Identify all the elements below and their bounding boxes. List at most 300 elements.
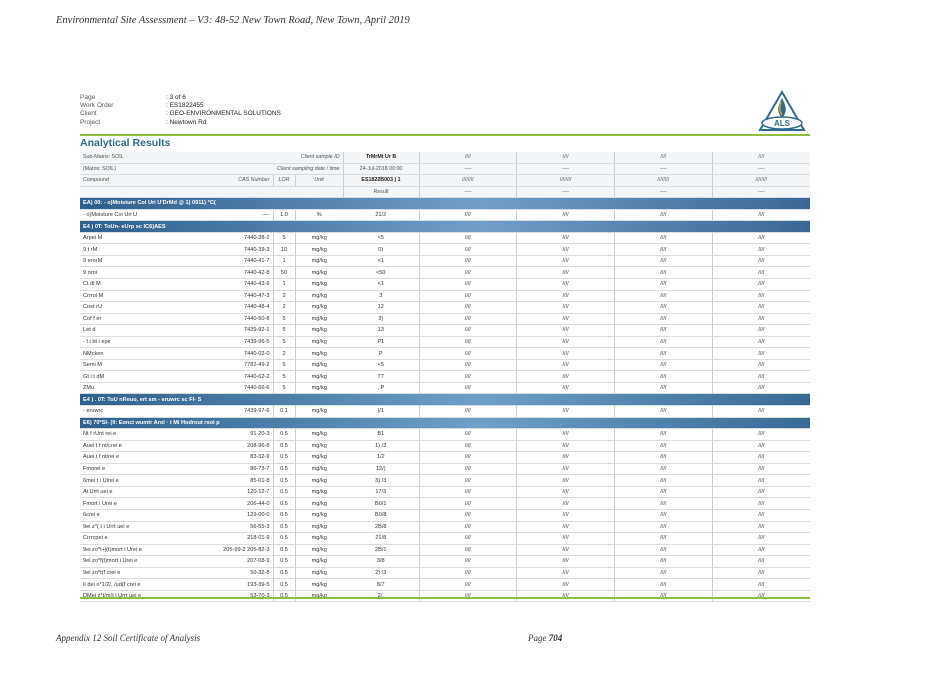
unit-value: mg/kg bbox=[295, 498, 343, 510]
unit-value: mg/kg bbox=[295, 382, 343, 394]
result-value: 1) /3 bbox=[343, 440, 419, 452]
lor-value: 0.5 bbox=[273, 509, 295, 521]
blank-result: //// bbox=[614, 371, 712, 383]
compound-name: - t i bt i epe bbox=[80, 336, 195, 348]
cas-number: ---- bbox=[195, 209, 273, 221]
results-body bbox=[80, 152, 810, 602]
result-value: )/1 bbox=[343, 406, 419, 418]
blank-result: //// bbox=[712, 279, 810, 291]
blank-result: //// bbox=[517, 463, 615, 475]
blank-result: //// bbox=[712, 486, 810, 498]
lor-value: 10 bbox=[273, 244, 295, 256]
blank-result: //// bbox=[419, 302, 517, 314]
blank-result: //// bbox=[419, 406, 517, 418]
lor-value: 0.5 bbox=[273, 556, 295, 568]
blank-result: //// bbox=[517, 302, 615, 314]
blank-result: //// bbox=[712, 556, 810, 568]
unit-value: mg/kg bbox=[295, 475, 343, 487]
compound-name: Fmorei e bbox=[80, 463, 195, 475]
cas-number: 7440-02-0 bbox=[195, 348, 273, 360]
cas-number: 129-00-0 bbox=[195, 509, 273, 521]
blank-result: //// bbox=[614, 267, 712, 279]
blank-result: //// bbox=[419, 579, 517, 591]
compound-name: Auei t f nt/crei e bbox=[80, 440, 195, 452]
blank-result: //// bbox=[712, 267, 810, 279]
cas-number: 7440-47-3 bbox=[195, 290, 273, 302]
blank-result: //// bbox=[712, 209, 810, 221]
blank-result: //// bbox=[419, 348, 517, 360]
unit-value: mg/kg bbox=[295, 521, 343, 533]
cas-number: 206-44-0 bbox=[195, 498, 273, 510]
meta-value: : ES1822455 bbox=[166, 102, 204, 110]
compound-header: Compound bbox=[80, 175, 195, 187]
unit-value: mg/kg bbox=[295, 232, 343, 244]
lor-value: 1.0 bbox=[273, 209, 295, 221]
header-row-sampling bbox=[80, 163, 810, 175]
lor-value: 1 bbox=[273, 279, 295, 291]
result-row bbox=[80, 567, 810, 579]
lor-value: 5 bbox=[273, 336, 295, 348]
dash-cell: ---- bbox=[517, 186, 615, 198]
compound-name: - eruwrc bbox=[80, 406, 195, 418]
results-table bbox=[80, 152, 810, 602]
cas-number: 7440-38-2 bbox=[195, 232, 273, 244]
result-row bbox=[80, 486, 810, 498]
blank-result: //// bbox=[614, 244, 712, 256]
als-logo bbox=[758, 90, 806, 134]
result-value: <50 bbox=[343, 267, 419, 279]
meta-label: Client bbox=[80, 110, 97, 118]
result-value: 21/8 bbox=[343, 533, 419, 545]
meta-row bbox=[80, 119, 281, 127]
meta-label: Work Order bbox=[80, 102, 114, 110]
blank-result: //// bbox=[517, 406, 615, 418]
unit-value: mg/kg bbox=[295, 336, 343, 348]
blank-result: //// bbox=[614, 359, 712, 371]
blank-result: //// bbox=[419, 486, 517, 498]
result-value: 77 bbox=[343, 371, 419, 383]
unit-value: % bbox=[295, 209, 343, 221]
blank-result: //// bbox=[712, 579, 810, 591]
blank-result: //// bbox=[419, 325, 517, 337]
compound-name: 9 t rM bbox=[80, 244, 195, 256]
blank-result: //// bbox=[614, 382, 712, 394]
blank-result: //// bbox=[517, 244, 615, 256]
result-value: 8/7 bbox=[343, 579, 419, 591]
lor-value: 2 bbox=[273, 302, 295, 314]
blank-result: //// bbox=[419, 290, 517, 302]
blank-long: //////// bbox=[517, 175, 615, 187]
lor-value: 0.1 bbox=[273, 406, 295, 418]
compound-name: Cof f er bbox=[80, 313, 195, 325]
compound-name: 6crei e bbox=[80, 509, 195, 521]
blank-result: //// bbox=[712, 290, 810, 302]
blank-result: //// bbox=[712, 302, 810, 314]
group-header-row bbox=[80, 417, 810, 429]
cas-number: 7782-49-2 bbox=[195, 359, 273, 371]
dash-cell: ---- bbox=[712, 186, 810, 198]
group-header-row bbox=[80, 394, 810, 406]
blank-result: //// bbox=[712, 509, 810, 521]
compound-name: Crrrol M bbox=[80, 290, 195, 302]
result-row bbox=[80, 279, 810, 291]
result-row bbox=[80, 544, 810, 556]
blank-result: //// bbox=[614, 302, 712, 314]
blank-result: //// bbox=[419, 533, 517, 545]
bottom-divider bbox=[80, 597, 810, 599]
meta-value: : GEO-ENVIRONMENTAL SOLUTIONS bbox=[166, 110, 281, 118]
unit-value: mg/kg bbox=[295, 244, 343, 256]
lab-id: ES1822B003 ) 1 bbox=[343, 175, 419, 187]
blank-result: //// bbox=[517, 382, 615, 394]
blank-result: //// bbox=[712, 382, 810, 394]
blank-result: //// bbox=[712, 371, 810, 383]
unit-value: mg/kg bbox=[295, 371, 343, 383]
cas-number: 7440-66-6 bbox=[195, 382, 273, 394]
blank-result: //// bbox=[712, 544, 810, 556]
blank-result: //// bbox=[712, 440, 810, 452]
compound-name: Auei t f nt/rei e bbox=[80, 452, 195, 464]
footer-page-number: 704 bbox=[548, 633, 563, 643]
blank-result: //// bbox=[419, 567, 517, 579]
compound-name: - o)Moisture Coi Uri U bbox=[80, 209, 195, 221]
blank-result: //// bbox=[517, 556, 615, 568]
lor-value: 0.5 bbox=[273, 429, 295, 441]
result-row bbox=[80, 533, 810, 545]
group-header-row bbox=[80, 221, 810, 233]
blank-result: //// bbox=[614, 556, 712, 568]
matrix-label: (Matrix: SOIL) bbox=[80, 163, 273, 175]
blank-result: //// bbox=[614, 567, 712, 579]
dash-cell: ---- bbox=[517, 163, 615, 175]
lor-value: 1 bbox=[273, 255, 295, 267]
blank-result: //// bbox=[517, 348, 615, 360]
result-value: 3) /3 bbox=[343, 475, 419, 487]
result-value: B0/1 bbox=[343, 498, 419, 510]
compound-name: 9 oroi bbox=[80, 267, 195, 279]
group-title: E6) 70*SI- (9: Eonci wumtr Arol · t Mi Hodrout rsoi p bbox=[80, 417, 810, 429]
blank-result: //// bbox=[614, 509, 712, 521]
compound-name: Gt i t dM bbox=[80, 371, 195, 383]
unit-value: mg/kg bbox=[295, 255, 343, 267]
result-value: <1 bbox=[343, 255, 419, 267]
compound-name: Nt f rUnt rei e bbox=[80, 429, 195, 441]
result-value: 3/8 bbox=[343, 556, 419, 568]
blank-result: //// bbox=[614, 463, 712, 475]
lor-value: 5 bbox=[273, 325, 295, 337]
result-value: , P bbox=[343, 382, 419, 394]
blank-result: //// bbox=[712, 521, 810, 533]
blank-result: //// bbox=[614, 336, 712, 348]
blank-result: //// bbox=[517, 255, 615, 267]
cas-number: 83-32-9 bbox=[195, 452, 273, 464]
lor-value: 0.5 bbox=[273, 579, 295, 591]
blank-result: //// bbox=[419, 509, 517, 521]
blank-result: //// bbox=[517, 498, 615, 510]
blank-result: //// bbox=[712, 463, 810, 475]
cas-number: 7439-97-6 bbox=[195, 406, 273, 418]
blank-result: //// bbox=[614, 440, 712, 452]
blank-result: //// bbox=[517, 209, 615, 221]
unit-value: mg/kg bbox=[295, 406, 343, 418]
blank-result: //// bbox=[712, 498, 810, 510]
lor-header: LOR bbox=[273, 175, 295, 187]
sampling-label: Client sampling date / time bbox=[273, 163, 343, 175]
blank-result: //// bbox=[517, 429, 615, 441]
unit-value: mg/kg bbox=[295, 267, 343, 279]
lor-value: 2 bbox=[273, 348, 295, 360]
blank-result: //// bbox=[419, 313, 517, 325]
header-row-result bbox=[80, 186, 810, 198]
lor-value: 5 bbox=[273, 232, 295, 244]
cas-header: CAS Number bbox=[195, 175, 273, 187]
result-row bbox=[80, 267, 810, 279]
dash-cell: ---- bbox=[419, 186, 517, 198]
result-row bbox=[80, 371, 810, 383]
lor-value: 0.5 bbox=[273, 440, 295, 452]
result-row bbox=[80, 232, 810, 244]
cas-number: 7439-96-5 bbox=[195, 336, 273, 348]
lor-value: 5 bbox=[273, 371, 295, 383]
meta-value: : Newtown Rd bbox=[166, 118, 207, 126]
blank-result: //// bbox=[419, 440, 517, 452]
compound-name: Crrrcpei e bbox=[80, 533, 195, 545]
lor-value: 2 bbox=[273, 290, 295, 302]
result-value: 12/) bbox=[343, 463, 419, 475]
blank-result: //// bbox=[517, 325, 615, 337]
blank-result: //// bbox=[419, 463, 517, 475]
cas-number: 7440-62-2 bbox=[195, 371, 273, 383]
blank-result: //// bbox=[419, 244, 517, 256]
unit-value: mg/kg bbox=[295, 579, 343, 591]
meta-label: Project bbox=[80, 118, 101, 126]
blank-result: //// bbox=[517, 544, 615, 556]
lor-value: 0.5 bbox=[273, 521, 295, 533]
unit-value: mg/kg bbox=[295, 486, 343, 498]
unit-value: mg/kg bbox=[295, 302, 343, 314]
blank-result: //// bbox=[712, 429, 810, 441]
cas-number: 7440-39-3 bbox=[195, 244, 273, 256]
blank-result: //// bbox=[614, 406, 712, 418]
sample-id-label: Client sample ID bbox=[273, 152, 343, 163]
header-row-sample bbox=[80, 152, 810, 163]
blank-result: //// bbox=[614, 521, 712, 533]
unit-header: Unit bbox=[295, 175, 343, 187]
blank-result: //// bbox=[712, 533, 810, 545]
result-value: <5 bbox=[343, 359, 419, 371]
blank-result: //// bbox=[517, 567, 615, 579]
meta-row bbox=[80, 102, 281, 110]
blank-result: //// bbox=[419, 232, 517, 244]
result-row bbox=[80, 359, 810, 371]
unit-value: mg/kg bbox=[295, 440, 343, 452]
cas-number: 193-39-5 bbox=[195, 579, 273, 591]
lor-value: 0.5 bbox=[273, 498, 295, 510]
cas-number: 86-73-7 bbox=[195, 463, 273, 475]
blank-result: //// bbox=[517, 279, 615, 291]
document-header: Environmental Site Assessment – V3: 48-52 New Town Road, New Town, April 2019 bbox=[56, 15, 410, 26]
blank-result: //// bbox=[712, 244, 810, 256]
blank-result: //// bbox=[712, 255, 810, 267]
blank-result: //// bbox=[419, 429, 517, 441]
group-title: E4 ) 0T: ToUn- eUrp sc IC6)AES bbox=[80, 221, 810, 233]
blank-result: //// bbox=[614, 290, 712, 302]
blank-id: //// bbox=[517, 152, 615, 163]
result-row bbox=[80, 209, 810, 221]
result-row bbox=[80, 498, 810, 510]
compound-name: Let d bbox=[80, 325, 195, 337]
unit-value: mg/kg bbox=[295, 544, 343, 556]
result-row bbox=[80, 521, 810, 533]
blank-result: //// bbox=[517, 452, 615, 464]
meta-value: : 3 of 6 bbox=[166, 94, 186, 101]
blank-long: //////// bbox=[712, 175, 810, 187]
cas-number: 7440-42-8 bbox=[195, 267, 273, 279]
blank-result: //// bbox=[419, 336, 517, 348]
cas-number: 7440-48-4 bbox=[195, 302, 273, 314]
compound-name: Fmort i Urei e bbox=[80, 498, 195, 510]
sampling-value: 24-Jul-2018 00:00 bbox=[343, 163, 419, 175]
dash-cell: ---- bbox=[419, 163, 517, 175]
unit-value: mg/kg bbox=[295, 509, 343, 521]
blank-result: //// bbox=[712, 325, 810, 337]
compound-name: 9ei zo*f(t)mort i Urei e bbox=[80, 556, 195, 568]
result-row bbox=[80, 406, 810, 418]
blank-result: //// bbox=[419, 359, 517, 371]
logo-text: ALS bbox=[774, 119, 790, 128]
cas-number: 120-12-7 bbox=[195, 486, 273, 498]
compound-name: Ai Urrt uei e bbox=[80, 486, 195, 498]
result-value: 21/2 bbox=[343, 209, 419, 221]
blank-result: //// bbox=[614, 313, 712, 325]
blank-result: //// bbox=[614, 486, 712, 498]
blank-id: //// bbox=[614, 152, 712, 163]
blank-result: //// bbox=[517, 232, 615, 244]
blank-result: //// bbox=[517, 290, 615, 302]
blank-result: //// bbox=[419, 209, 517, 221]
blank-result: //// bbox=[517, 521, 615, 533]
lor-value: 5 bbox=[273, 313, 295, 325]
footer-page-label: Page bbox=[528, 633, 547, 643]
cas-number: 7440-43-9 bbox=[195, 279, 273, 291]
lor-value: 0.5 bbox=[273, 533, 295, 545]
blank-result: //// bbox=[712, 406, 810, 418]
cas-number: 208-96-8 bbox=[195, 440, 273, 452]
compound-name: Arpei M bbox=[80, 232, 195, 244]
meta-label: Page bbox=[80, 94, 96, 101]
result-row bbox=[80, 348, 810, 360]
lor-value: 0.5 bbox=[273, 567, 295, 579]
blank-result: //// bbox=[419, 556, 517, 568]
cas-number: 205-99-2 205-82-3 bbox=[195, 544, 273, 556]
result-value: <1 bbox=[343, 279, 419, 291]
result-value: 2B/8 bbox=[343, 521, 419, 533]
blank-result: //// bbox=[712, 336, 810, 348]
blank-result: //// bbox=[419, 371, 517, 383]
blank-result: //// bbox=[419, 521, 517, 533]
lor-value: 50 bbox=[273, 267, 295, 279]
result-row bbox=[80, 463, 810, 475]
compound-name: 9 erorM bbox=[80, 255, 195, 267]
unit-value: mg/kg bbox=[295, 429, 343, 441]
unit-value: mg/kg bbox=[295, 313, 343, 325]
unit-value: mg/kg bbox=[295, 348, 343, 360]
blank-id: //// bbox=[712, 152, 810, 163]
unit-value: mg/kg bbox=[295, 325, 343, 337]
cas-number: 91-20-3 bbox=[195, 429, 273, 441]
submatrix-label: Sub-Matrix: SOIL bbox=[80, 152, 273, 163]
lor-value: 0.5 bbox=[273, 544, 295, 556]
result-row bbox=[80, 475, 810, 487]
result-value: 3) bbox=[343, 313, 419, 325]
blank-result: //// bbox=[419, 279, 517, 291]
blank-result: //// bbox=[517, 486, 615, 498]
blank-result: //// bbox=[517, 579, 615, 591]
result-row bbox=[80, 302, 810, 314]
compound-name: Ct dl M bbox=[80, 279, 195, 291]
group-title: EA) 00: - o)Moisture Coi Uri U'DrMd @ 1) 0911) °C( bbox=[80, 198, 810, 210]
footer-page bbox=[528, 633, 562, 643]
blank-long: //////// bbox=[419, 175, 517, 187]
result-value: 2) /3 bbox=[343, 567, 419, 579]
result-value: 13 bbox=[343, 325, 419, 337]
lor-value: 0.5 bbox=[273, 486, 295, 498]
blank-result: //// bbox=[614, 533, 712, 545]
group-header-row bbox=[80, 198, 810, 210]
blank-result: //// bbox=[419, 475, 517, 487]
top-divider bbox=[80, 134, 810, 136]
blank-result: //// bbox=[712, 452, 810, 464]
result-row bbox=[80, 244, 810, 256]
blank-result: //// bbox=[614, 579, 712, 591]
blank-result: //// bbox=[614, 255, 712, 267]
unit-value: mg/kg bbox=[295, 279, 343, 291]
result-row bbox=[80, 382, 810, 394]
dash-cell: ---- bbox=[712, 163, 810, 175]
dash-cell: ---- bbox=[614, 163, 712, 175]
blank-result: //// bbox=[712, 232, 810, 244]
compound-name: Ii dei o*1/2/, /ud(f crei e bbox=[80, 579, 195, 591]
sample-id-value: TrMrMt Ur B bbox=[343, 152, 419, 163]
compound-name: ZMu bbox=[80, 382, 195, 394]
meta-row bbox=[80, 110, 281, 118]
blank-result: //// bbox=[614, 452, 712, 464]
result-row bbox=[80, 429, 810, 441]
blank-result: //// bbox=[712, 359, 810, 371]
result-row bbox=[80, 290, 810, 302]
group-title: E4 ) . 0T: ToU nReuo, ert sm - eruwrc sc FI- S bbox=[80, 394, 810, 406]
cas-number: 85-01-8 bbox=[195, 475, 273, 487]
spacer bbox=[80, 186, 343, 198]
blank-result: //// bbox=[712, 313, 810, 325]
compound-name: 9ei zo*t+j(t)mort i Urei e bbox=[80, 544, 195, 556]
result-value: B0/8 bbox=[343, 509, 419, 521]
result-row bbox=[80, 325, 810, 337]
blank-result: //// bbox=[517, 336, 615, 348]
compound-name: Semi M bbox=[80, 359, 195, 371]
lor-value: 5 bbox=[273, 359, 295, 371]
blank-result: //// bbox=[419, 498, 517, 510]
cas-number: 218-01-9 bbox=[195, 533, 273, 545]
result-value: 3 bbox=[343, 290, 419, 302]
meta-row bbox=[80, 94, 281, 102]
unit-value: mg/kg bbox=[295, 556, 343, 568]
result-row bbox=[80, 452, 810, 464]
unit-value: mg/kg bbox=[295, 290, 343, 302]
blank-result: //// bbox=[614, 279, 712, 291]
blank-result: //// bbox=[517, 313, 615, 325]
result-row bbox=[80, 556, 810, 568]
